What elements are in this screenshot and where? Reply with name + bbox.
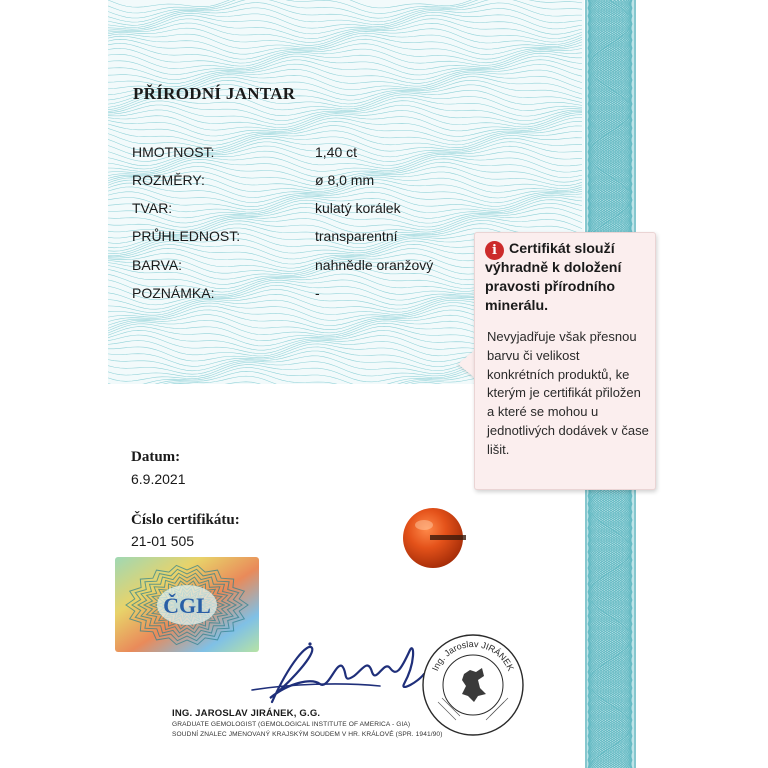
property-value: nahnědle oranžový: [315, 257, 434, 273]
callout-pointer: [458, 350, 475, 378]
info-callout: [474, 232, 656, 490]
callout-heading: Certifikát slouží výhradně k doložení pravosti přírodního minerálu.: [485, 241, 622, 314]
property-value: 1,40 ct: [315, 144, 358, 160]
property-label: POZNÁMKA:: [132, 285, 215, 301]
property-label: TVAR:: [132, 200, 173, 216]
official-stamp: [420, 632, 526, 738]
property-value: -: [315, 285, 320, 301]
property-value: transparentní: [315, 228, 398, 244]
certificate-title: PŘÍRODNÍ JANTAR: [133, 84, 296, 103]
signer-credential-gia: GRADUATE GEMOLOGIST (GEMOLOGICAL INSTITUTE OF AMERICA - GIA): [172, 721, 411, 728]
callout-body: Nevyjadřuje však přesnou barvu či velikost konkrétních produktů, ke kterým je certifikát přiložen a které se mohou u jednotlivých dodávek v čase lišit.: [487, 329, 649, 457]
property-row-shape: [132, 200, 472, 222]
hologram-logo-text: ČGL: [163, 593, 211, 618]
date-label: Datum:: [131, 449, 181, 465]
property-row-color: [132, 257, 472, 279]
property-row-weight: [132, 144, 472, 166]
property-label: ROZMĚRY:: [132, 172, 205, 188]
property-value: ø 8,0 mm: [315, 172, 375, 188]
signature: [250, 632, 426, 710]
info-icon: i: [485, 241, 504, 260]
date-value: 6.9.2021: [131, 471, 186, 487]
property-label: PRŮHLEDNOST:: [132, 228, 241, 244]
certificate-number-value: 21-01 505: [131, 533, 195, 549]
amber-bead-image: [400, 505, 466, 571]
property-row-transparency: [132, 228, 472, 250]
property-value: kulatý korálek: [315, 200, 401, 216]
stamp-text: Ing. Jaroslav JIRÁNEK: [430, 638, 516, 673]
signer-name: ING. JAROSLAV JIRÁNEK, G.G.: [172, 708, 321, 719]
property-label: HMOTNOST:: [132, 144, 215, 160]
hologram-seal: [115, 557, 259, 652]
signer-credential-court: SOUDNÍ ZNALEC JMENOVANÝ KRAJSKÝM SOUDEM V HR. KRÁLOVÉ (SPR. 1941/90): [172, 731, 443, 738]
certificate-number-label: Číslo certifikátu:: [131, 512, 240, 528]
property-row-note: [132, 285, 472, 307]
property-label: BARVA:: [132, 257, 183, 273]
property-row-dimensions: [132, 172, 472, 194]
